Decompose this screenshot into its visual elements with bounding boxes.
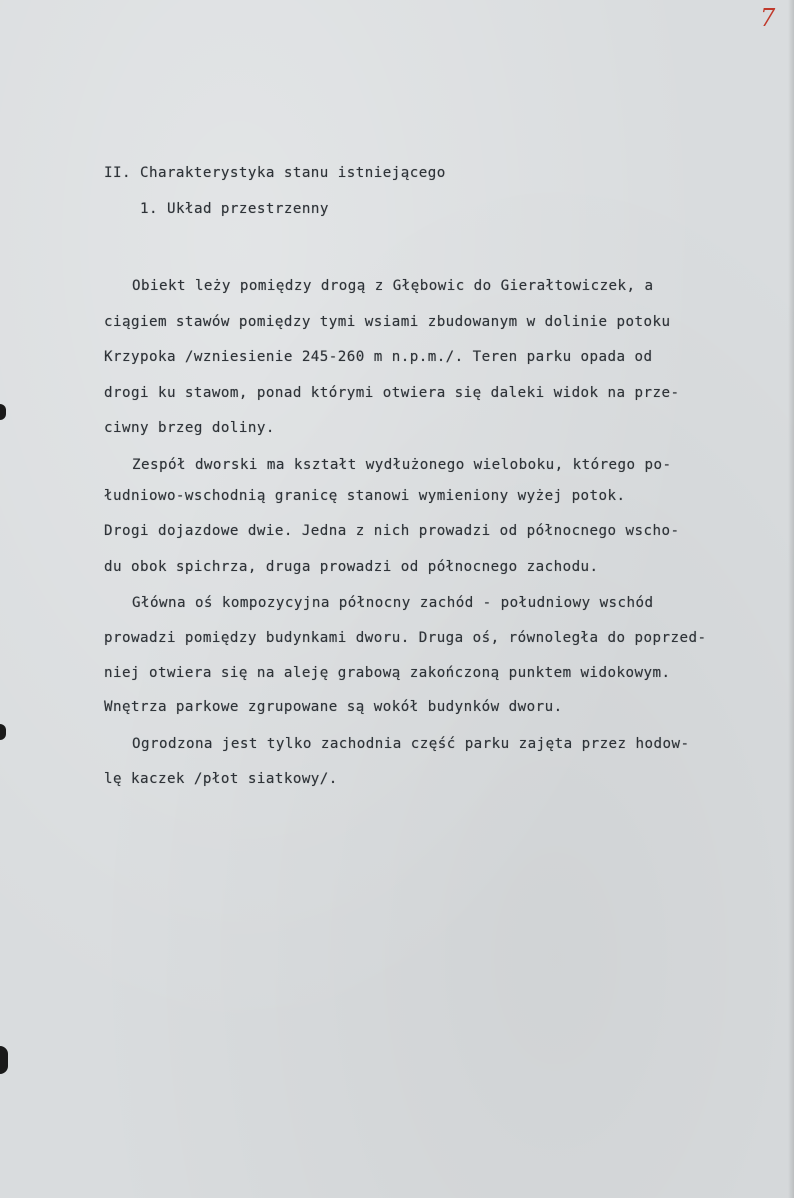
text-line: Krzypoka /wzniesienie 245-260 m n.p.m./. Teren parku opada od: [104, 349, 653, 365]
page-edge-shadow: [788, 0, 794, 1198]
section-heading: II. Charakterystyka stanu istniejącego: [104, 165, 446, 181]
text-line: Ogrodzona jest tylko zachodnia część parku zajęta przez hodow-: [132, 736, 690, 752]
text-line: Obiekt leży pomiędzy drogą z Głębowic do Gierałtowiczek, a: [132, 278, 654, 294]
page-number: 7: [760, 4, 776, 32]
text-line: prowadzi pomiędzy budynkami dworu. Druga oś, równoległa do poprzed-: [104, 630, 707, 646]
text-line: drogi ku stawom, ponad którymi otwiera się daleki widok na prze-: [104, 385, 680, 401]
text-line: niej otwiera się na aleję grabową zakończoną punktem widokowym.: [104, 665, 671, 681]
punch-hole-mark: [0, 1046, 8, 1074]
text-line: Zespół dworski ma kształt wydłużonego wieloboku, którego po-: [132, 457, 672, 473]
text-line: du obok spichrza, druga prowadzi od północnego zachodu.: [104, 559, 599, 575]
text-line: Główna oś kompozycyjna północny zachód - południowy wschód: [132, 595, 654, 611]
text-line: lę kaczek /płot siatkowy/.: [104, 771, 338, 787]
text-line: Drogi dojazdowe dwie. Jedna z nich prowadzi od północnego wscho-: [104, 523, 680, 539]
punch-hole-mark: [0, 724, 6, 740]
text-line: łudniowo-wschodnią granicę stanowi wymieniony wyżej potok.: [104, 488, 626, 504]
text-line: ciwny brzeg doliny.: [104, 420, 275, 436]
text-line: Wnętrza parkowe zgrupowane są wokół budynków dworu.: [104, 699, 563, 715]
text-line: ciągiem stawów pomiędzy tymi wsiami zbudowanym w dolinie potoku: [104, 314, 671, 330]
subsection-heading: 1. Układ przestrzenny: [140, 201, 329, 217]
punch-hole-mark: [0, 404, 6, 420]
